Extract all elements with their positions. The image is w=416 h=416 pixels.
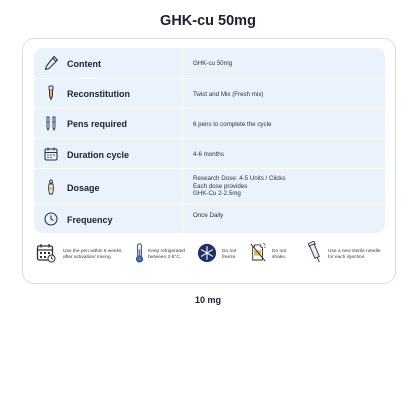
tip-line: Do not xyxy=(272,249,287,254)
row-divider xyxy=(182,79,183,108)
tip-text xyxy=(63,249,121,261)
row-divider xyxy=(182,205,183,233)
row-label: Reconstitution xyxy=(67,89,130,99)
row-divider xyxy=(182,139,183,168)
tip-text xyxy=(272,249,286,261)
row-label: Pens required xyxy=(67,119,128,129)
vial-icon xyxy=(43,179,59,195)
tip-line: Use a new sterile needle xyxy=(328,249,381,254)
tip-no-shake xyxy=(250,239,305,277)
tip-text xyxy=(148,249,185,261)
tip-text xyxy=(328,249,381,261)
row-label: Frequency xyxy=(67,215,113,225)
storage-tips xyxy=(34,239,385,277)
dropper-icon xyxy=(43,85,59,101)
dosage-line: Research Dose: 4-5 Units / Clicks xyxy=(193,175,286,182)
tip-line: Use the pen within 5 weeks xyxy=(63,249,122,254)
tip-line: for each injection. xyxy=(328,254,366,260)
row-label: Dosage xyxy=(67,183,100,193)
needle-icon xyxy=(305,241,323,263)
snowflake-icon xyxy=(197,243,217,263)
clock-icon xyxy=(43,211,59,227)
row-reconstitution xyxy=(34,79,385,109)
tip-new-needle xyxy=(305,239,385,277)
dosage-line: GHK-Cu 2-2.5mg xyxy=(193,190,241,198)
info-table xyxy=(34,48,385,233)
thermometer-icon xyxy=(134,242,145,264)
row-label: Content xyxy=(67,59,101,69)
dosage-line: Each dose provides xyxy=(193,182,248,190)
pens-icon xyxy=(43,115,59,131)
row-value xyxy=(193,175,286,198)
tip-no-freeze xyxy=(197,239,247,277)
pen-icon xyxy=(43,55,59,71)
row-divider xyxy=(182,109,183,138)
row-value: Once Daily xyxy=(193,212,224,219)
row-content xyxy=(34,48,385,79)
row-value: Twist and Mix (Fresh mix) xyxy=(193,91,264,98)
dose-label: 10 mg xyxy=(194,295,221,305)
calendar-icon xyxy=(43,146,59,162)
row-value: 4-6 months xyxy=(193,151,224,158)
row-duration-cycle xyxy=(34,139,385,169)
row-pens-required xyxy=(34,109,385,139)
tip-refrigerate xyxy=(132,239,194,277)
tip-line: Keep refrigerated xyxy=(148,249,186,254)
tip-line: after activation/ mixing xyxy=(63,254,111,260)
row-label: Duration cycle xyxy=(67,150,130,160)
tip-line: Do not xyxy=(222,249,237,254)
tip-text xyxy=(222,249,237,261)
row-value: GHK-cu 50mg xyxy=(193,60,233,67)
row-frequency xyxy=(34,205,385,233)
tip-line: between 2-8°C. xyxy=(148,254,182,260)
page-title: GHK-cu 50mg xyxy=(160,13,256,29)
row-dosage xyxy=(34,169,385,205)
row-value: 6 pens to complete the cycle xyxy=(193,121,272,128)
no-shake-icon xyxy=(250,241,266,263)
tip-line: shake. xyxy=(272,254,287,260)
tip-usage-window xyxy=(34,239,134,277)
info-card xyxy=(22,38,396,284)
tip-line: freeze. xyxy=(222,254,237,260)
calendar-grid-icon xyxy=(36,243,56,263)
row-divider xyxy=(182,48,183,78)
row-divider xyxy=(182,169,183,204)
